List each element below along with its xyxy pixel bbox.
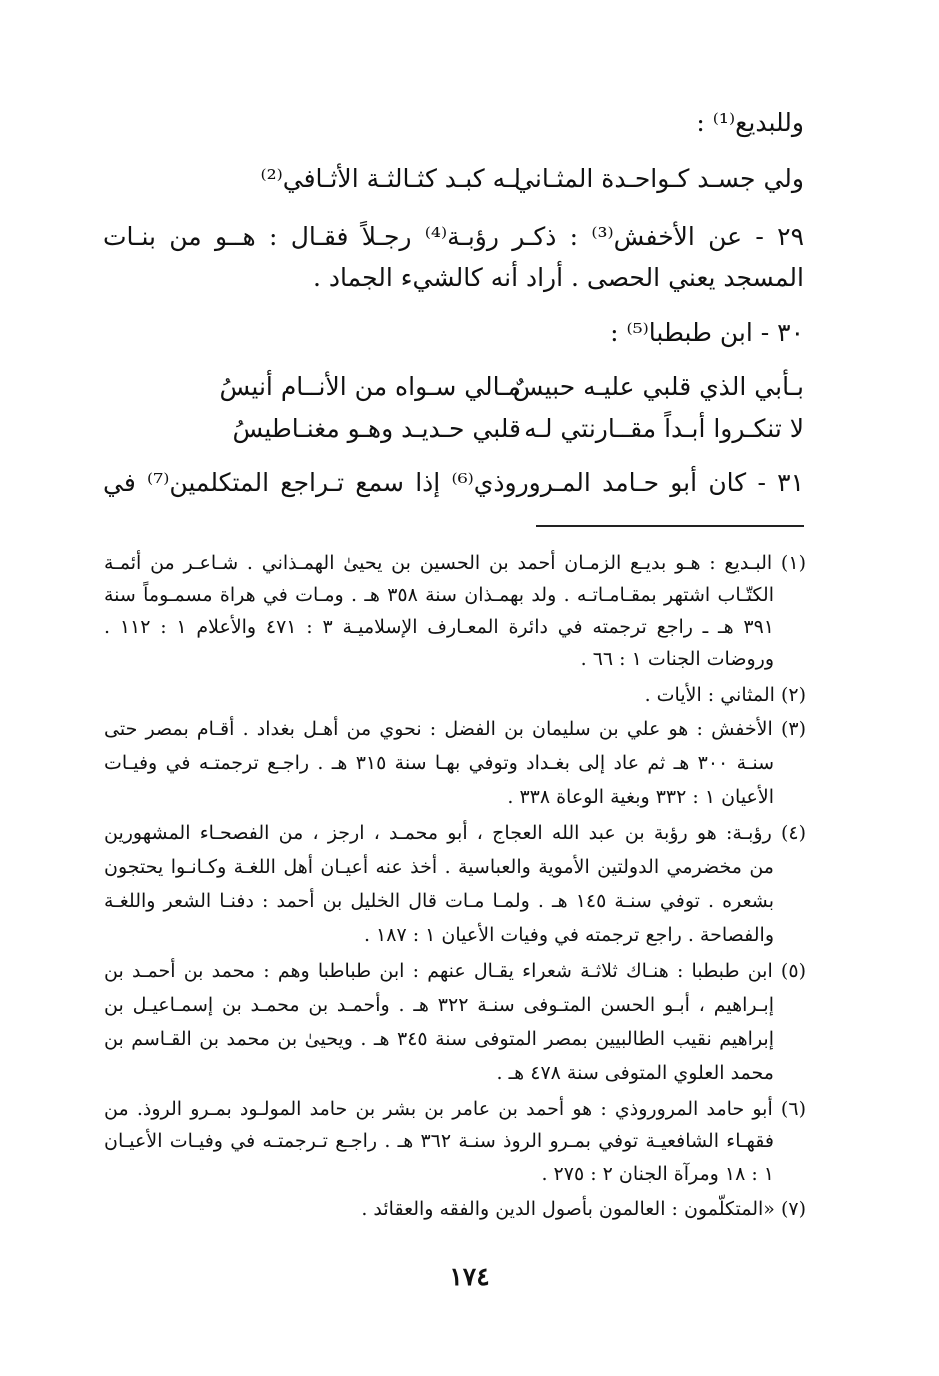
footnote-5-line-2: إبـراهيم ، أبـو الحسن المتـوفى سنـة ٣٢٢ هـ . وأحمـد بن محمـد بن إسمـاعيـل بن xyxy=(104,994,774,1016)
footnote-3-line-2: سنـة ٣٠٠ هـ ثم عاد إلى بغـداد وتوفي بهـا سنة ٣١٥ هـ . راجـع ترجمتـه في وفيـات xyxy=(104,752,774,774)
footnote-6-line-2: فقهـاء الشافعيـة توفي بمـرو الروذ سنـة ٣٦٢ هـ . راجـع تـرجمتـه في وفيـات الأعيـان xyxy=(104,1130,774,1152)
footnote-4-line-2: من مخضرمي الدولتين الأموية والعباسية . أخذ عنه أعيـان أهل اللغـة وكـانـوا يحتجون xyxy=(104,856,774,878)
footnote-4-line-1: (٤) رؤبـة: هو رؤبة بن عبد الله العجاج ، أبو محمـد ، ارجز ، من الفصحـاء المشهورين xyxy=(104,822,806,844)
footnote-5-line-4: محمد العلوي المتوفى سنة ٤٧٨ هـ . xyxy=(496,1062,774,1084)
item-30-heading: ٣٠ - ابن طبطبا⁽⁵⁾ : xyxy=(610,318,804,347)
intro-line: وللبديع⁽¹⁾ : xyxy=(696,108,804,137)
footnote-5-line-3: إبراهيم نقيب الطالبيين بمصر المتوفى سنة ٣٤٥ هـ . ويحيىٰ بن محمد بن القـاسم بن xyxy=(104,1028,774,1050)
footnote-1-line-3: ٣٩١ هـ ـ راجع ترجمته في دائرة المعـارف الإسلاميـة ٣ : ٤٧١ والأعلام ١ : ١١٢ . xyxy=(104,616,775,638)
item-29-line-1: ٢٩ - عن الأخفش⁽³⁾ : ذكـر رؤبـة⁽⁴⁾ رجـلاً فقـال : هــو من بنـات xyxy=(103,222,804,251)
footnote-6-line-1: (٦) أبو حامد المروروذي : هو أحمد بن عامر بن بشر بن حامد المولـود بمـرو الروذ. من xyxy=(104,1098,806,1120)
footnote-4-line-3: بشعره . توفي سنـة ١٤٥ هـ . ولمـا مـات قال الخليل بن أحمد : دفنـا الشعر واللغـة xyxy=(104,890,775,912)
footnote-3-line-1: (٣) الأخفش : هو علي بن سليمان بن الفضل : نحوي من أهـل بغداد . أقـام بمصر حتى xyxy=(104,718,806,740)
footnote-separator xyxy=(536,525,804,527)
verse3-second-hemistich: قلبي حـديـد وهـو مغنـاطيسُ xyxy=(232,414,521,443)
footnote-2-line-1: (٢) المثاني : الأيات . xyxy=(644,684,806,706)
verse3-first-hemistich: لا تنكـروا أبـداً مقــارنتي لـه xyxy=(524,414,804,443)
footnote-1-line-1: (١) البـديع : هـو بديـع الزمـان أحمد بن الحسين بن يحيىٰ الهمـذاني . شـاعـر من أئمـة xyxy=(104,552,806,574)
footnote-5-line-1: (٥) ابن طبطبا : هنـاك ثلاثـة شعراء يقـال عنهم : ابن طباطبا وهم : محمد بن أحمـد بن xyxy=(104,960,806,982)
verse1-first-hemistich: ولي جسـد كـواحـدة المثـاني xyxy=(514,164,804,193)
item-29-line-2: المسجد يعني الحصى . أراد أنه كالشيء الجماد . xyxy=(312,263,804,292)
verse2-second-hemistich: مـالي سـواه من الأنــام أنيسُ xyxy=(219,372,521,401)
page-number: ١٧٤ xyxy=(449,1262,490,1291)
footnote-4-line-4: والفصاحة . راجع ترجمته في وفيات الأعيان ١ : ١٨٧ . xyxy=(363,924,774,946)
item-31-line: ٣١ - كان أبو حـامد المـروروذي⁽⁶⁾ إذا سمع تـراجع المتكلمين⁽⁷⁾ في xyxy=(103,468,804,497)
footnote-7-line-1: (٧) «المتكلّمون : العالمون بأصول الدين والفقه والعقائد . xyxy=(361,1198,806,1220)
footnote-6-line-3: ١ : ١٨ ومرآة الجنان ٢ : ٢٧٥ . xyxy=(541,1163,774,1185)
footnote-3-line-3: الأعيان ١ : ٣٣٢ وبغية الوعاة ٣٣٨ . xyxy=(507,786,774,808)
verse1-second-hemistich: لـه كبـد كثـالثـة الأثـافي⁽²⁾ xyxy=(260,164,521,193)
footnote-1-line-2: الكتّـاب اشتهر بمقـامـاتـه . ولد بهمـذان سنة ٣٥٨ هـ . ومـات في هراة مسمـوماً سنة xyxy=(104,584,774,606)
footnote-1-line-4: وروضات الجنات ١ : ٦٦ . xyxy=(580,648,774,670)
verse2-first-hemistich: بـأبي الذي قلبي عليـه حبيسٌ xyxy=(512,372,804,401)
